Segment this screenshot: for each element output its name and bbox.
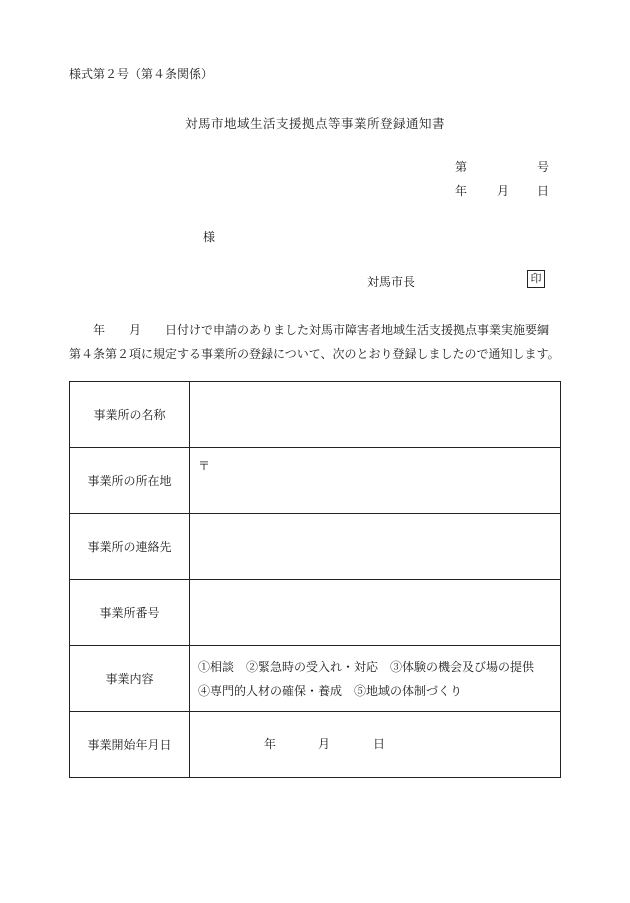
document-title: 対馬市地域生活支援拠点等事業所登録通知書 (184, 116, 445, 131)
seal-mark: 印 (527, 270, 545, 288)
table-row (70, 382, 561, 448)
row-value-business: ①相談 ②緊急時の受入れ・対応 ③体験の機会及び場の提供 ④専門的人材の確保・養成 ⑤地域の体制づくり (190, 646, 561, 712)
row-label-name: 事業所の名称 (70, 382, 190, 448)
table-row (70, 580, 561, 646)
issuer-name: 対馬市長 (367, 275, 416, 289)
issue-date-year: 年 (455, 184, 468, 198)
table-row (70, 712, 561, 778)
row-value-name (190, 382, 561, 448)
row-value-start-date (190, 712, 561, 778)
start-date-month: 月 (318, 737, 331, 751)
form-number: 様式第２号（第４条関係） (69, 67, 214, 81)
row-label-start-date: 事業開始年月日 (70, 712, 190, 778)
row-label-office-number: 事業所番号 (70, 580, 190, 646)
doc-number-go: 号 (537, 160, 550, 174)
addressee-suffix: 様 (203, 230, 216, 244)
start-date-year: 年 (264, 737, 277, 751)
row-value-contact (190, 514, 561, 580)
body-paragraph: 年 月 日付けで申請のありました対馬市障害者地域生活支援拠点事業実施要綱第４条第２項に規定する事業所の登録について、次のとおり登録しましたので通知します。 (69, 323, 560, 361)
row-label-business: 事業内容 (70, 646, 190, 712)
issue-date-month: 月 (497, 184, 510, 198)
start-date-day: 日 (373, 737, 386, 751)
row-value-office-number (190, 580, 561, 646)
row-label-contact: 事業所の連絡先 (70, 514, 190, 580)
row-value-address: 〒 (190, 448, 561, 514)
table-row (70, 646, 561, 712)
table-row (70, 514, 561, 580)
issue-date-day: 日 (537, 184, 550, 198)
doc-number-dai: 第 (455, 160, 468, 174)
table-row (70, 448, 561, 514)
row-label-address: 事業所の所在地 (70, 448, 190, 514)
registration-table (69, 381, 561, 778)
